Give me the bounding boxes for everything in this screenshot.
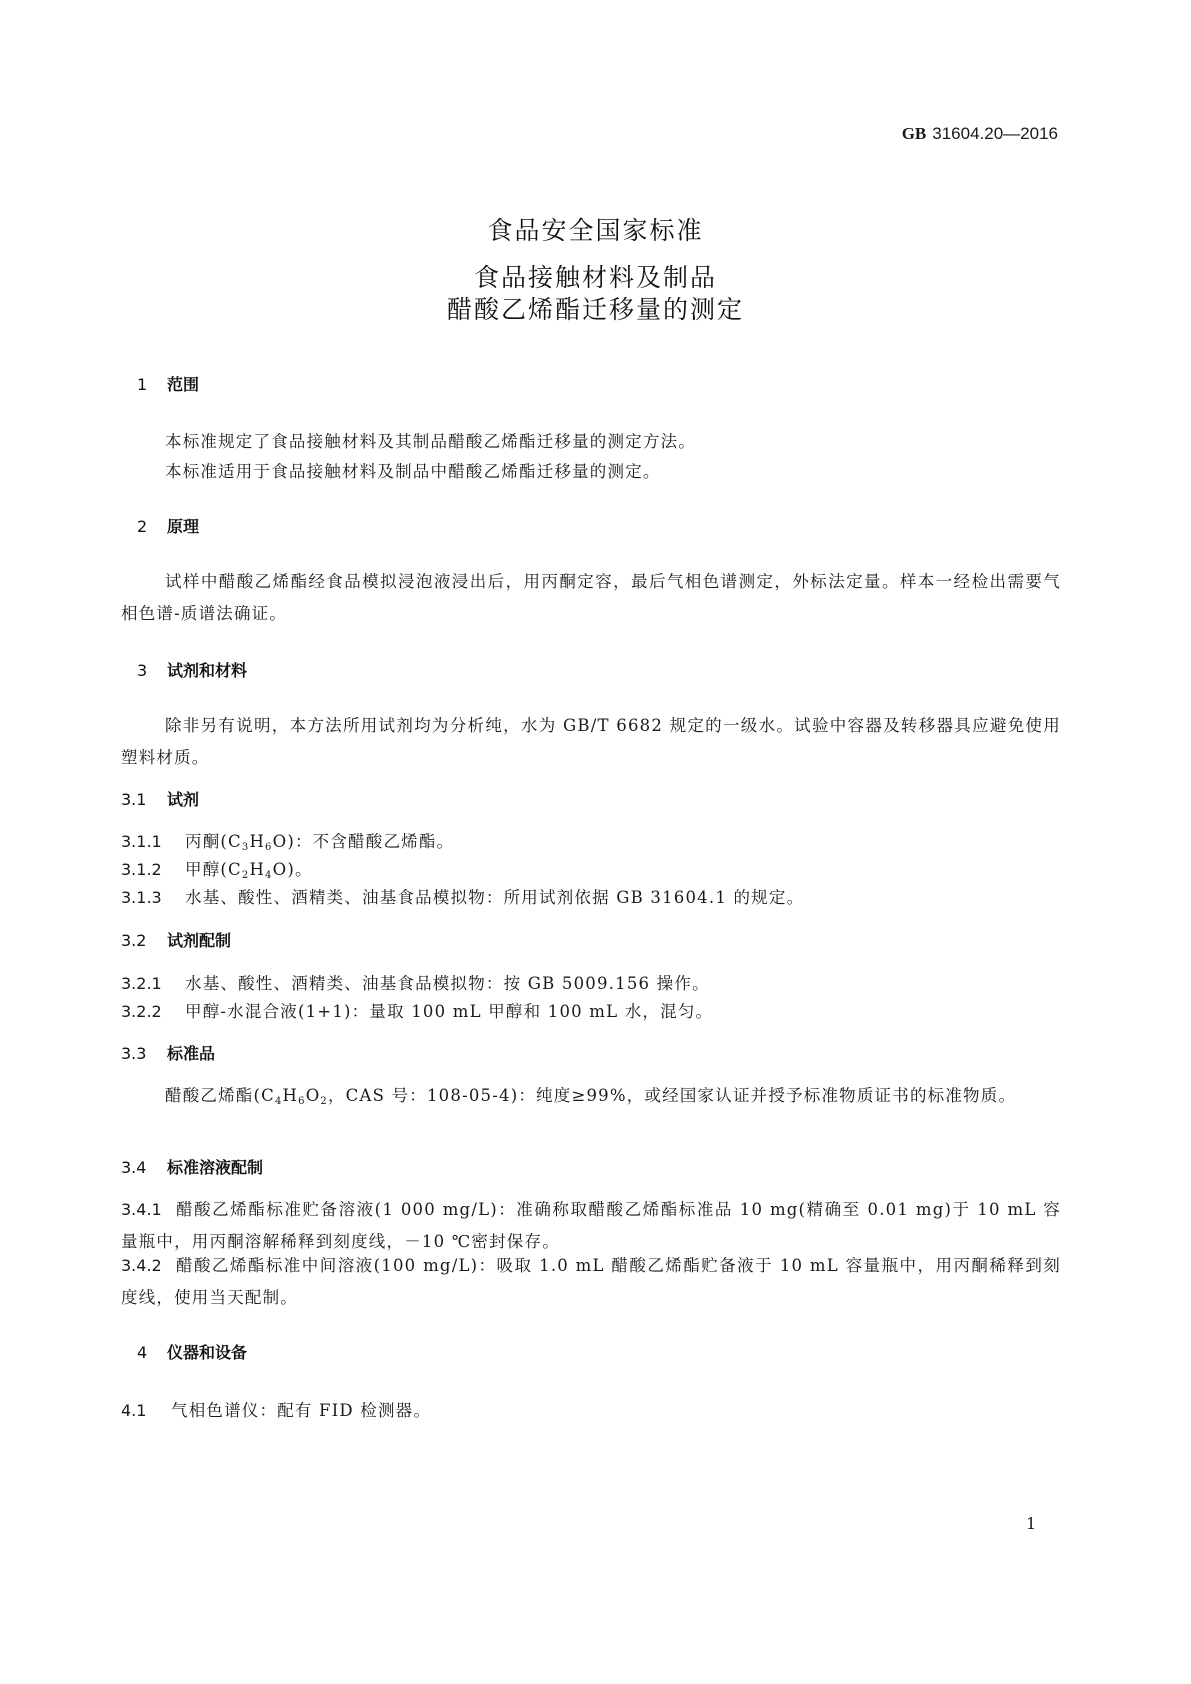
section-3-2-heading [121, 928, 231, 951]
item-text: H [249, 860, 266, 879]
section-3-1-heading [121, 787, 199, 810]
item-3-4-1 [121, 1194, 1061, 1258]
document-title-line3: 醋酸乙烯酯迁移量的测定 [446, 295, 744, 324]
item-text: H [249, 832, 266, 851]
section-number: 3.2 [121, 931, 147, 950]
item-3-1-1 [121, 828, 454, 853]
section-number: 1 [137, 375, 148, 394]
section-title: 标准溶液配制 [167, 1158, 264, 1177]
item-3-2-2 [121, 998, 713, 1022]
subscript: 6 [298, 1096, 306, 1107]
item-3-1-2 [121, 856, 313, 881]
item-text: 醋酸乙烯酯标准贮备溶液(1 000 mg/L)：准确称取醋酸乙烯酯标准品 10 mg(精确至 0.01 mg)于 10 mL 容量瓶中，用丙酮溶解稀释到刻度线，－10 ℃密封保存。 [121, 1200, 1061, 1251]
section-3-paragraph: 除非另有说明，本方法所用试剂均为分析纯，水为 GB/T 6682 规定的一级水。试验中容器及转移器具应避免使用塑料材质。 [121, 716, 1061, 767]
subscript: 2 [320, 1096, 328, 1107]
section-number: 3.4 [121, 1158, 147, 1177]
item-number: 3.1.2 [121, 860, 162, 879]
section-3-3-heading [121, 1041, 215, 1064]
item-text: 醋酸乙烯酯标准中间溶液(100 mg/L)：吸取 1.0 mL 醋酸乙烯酯贮备液于 10 mL 容量瓶中，用丙酮稀释到刻度线，使用当天配制。 [121, 1256, 1061, 1307]
item-text: O)。 [272, 860, 313, 879]
section-3-4-heading [121, 1155, 263, 1178]
subscript: 4 [274, 1096, 283, 1107]
subscript: 4 [265, 870, 273, 881]
item-number: 3.1.1 [121, 832, 162, 851]
paragraph-text: ，CAS 号：108-05-4)：纯度≥99%，或经国家认证并授予标准物质证书的标准物质。 [327, 1086, 1017, 1105]
paragraph-text: O [305, 1086, 321, 1105]
item-4-1 [121, 1397, 431, 1421]
document-title-line2: 食品接触材料及制品 [473, 263, 717, 292]
item-text: 丙酮(C [185, 832, 242, 851]
item-number: 4.1 [121, 1401, 147, 1420]
item-text: 甲醇(C [185, 860, 242, 879]
item-3-1-3 [121, 884, 804, 908]
section-1-paragraph-1: 本标准规定了食品接触材料及其制品醋酸乙烯酯迁移量的测定方法。 [165, 432, 696, 451]
paragraph-text: 醋酸乙烯酯(C [165, 1086, 275, 1105]
section-title: 范围 [167, 375, 200, 394]
item-number: 3.2.1 [121, 974, 162, 993]
section-number: 3.1 [121, 790, 147, 809]
section-number: 4 [137, 1343, 148, 1362]
section-title: 原理 [167, 517, 200, 536]
subscript: 6 [265, 842, 273, 853]
item-number: 3.1.3 [121, 888, 162, 907]
item-text: 水基、酸性、酒精类、油基食品模拟物：按 GB 5009.156 操作。 [185, 974, 710, 993]
section-1-paragraph-2: 本标准适用于食品接触材料及制品中醋酸乙烯酯迁移量的测定。 [165, 462, 661, 481]
section-title: 标准品 [167, 1044, 216, 1063]
item-text: 气相色谱仪：配有 FID 检测器。 [171, 1401, 432, 1420]
item-text: 甲醇-水混合液(1+1)：量取 100 mL 甲醇和 100 mL 水，混匀。 [185, 1002, 714, 1021]
section-2-heading [137, 514, 199, 537]
section-title: 试剂 [167, 790, 200, 809]
section-title: 仪器和设备 [167, 1343, 248, 1362]
paragraph-text: H [282, 1086, 299, 1105]
document-title-main: 食品安全国家标准 [487, 216, 704, 245]
section-title: 试剂和材料 [167, 661, 248, 680]
item-number: 3.2.2 [121, 1002, 162, 1021]
item-number: 3.4.2 [121, 1256, 162, 1275]
standard-code [902, 124, 1058, 144]
section-number: 3 [137, 661, 148, 680]
item-text: O)：不含醋酸乙烯酯。 [272, 832, 455, 851]
section-4-heading [137, 1340, 247, 1363]
item-3-2-1 [121, 970, 710, 994]
subscript: 3 [241, 842, 250, 853]
item-text: 水基、酸性、酒精类、油基食品模拟物：所用试剂依据 GB 31604.1 的规定。 [185, 888, 805, 907]
section-3-heading [137, 658, 247, 681]
standard-number: 31604.20—2016 [932, 124, 1058, 143]
subscript: 2 [241, 870, 250, 881]
section-number: 3.3 [121, 1044, 147, 1063]
section-number: 2 [137, 517, 148, 536]
item-3-4-2 [121, 1250, 1061, 1314]
standard-prefix: GB [901, 124, 927, 143]
section-3-3-paragraph [121, 1080, 1061, 1118]
section-title: 试剂配制 [167, 931, 232, 950]
item-number: 3.4.1 [121, 1200, 162, 1219]
section-1-heading [137, 372, 199, 395]
page-number: 1 [1026, 1514, 1037, 1533]
section-2-paragraph: 试样中醋酸乙烯酯经食品模拟浸泡液浸出后，用丙酮定容，最后气相色谱测定，外标法定量。样本一经检出需要气相色谱-质谱法确证。 [121, 572, 1061, 623]
